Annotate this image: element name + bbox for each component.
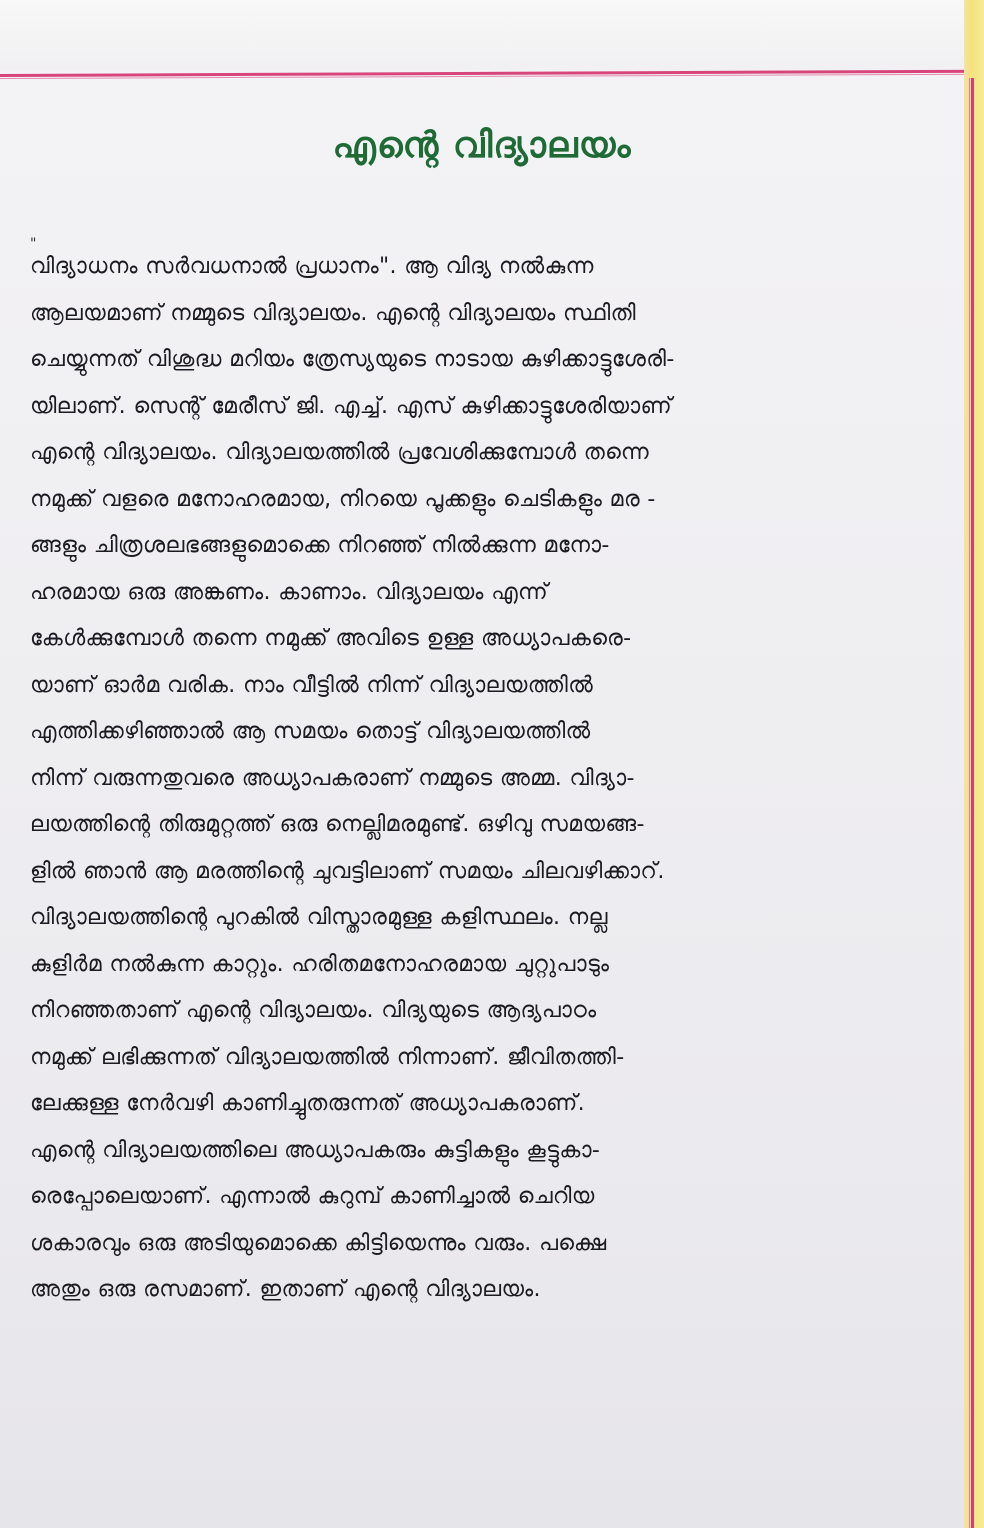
right-margin-line (971, 78, 974, 1528)
opening-quote-mark: " (30, 236, 37, 252)
right-margin-line-thin (969, 78, 970, 1528)
essay-line: നമുക്ക് ലഭിക്കുന്നത് വിദ്യാലയത്തിൽ നിന്നാണ്. ജീവിതത്തി- (30, 1044, 625, 1070)
essay-line: നമുക്ക് വളരെ മനോഹരമായ, നിറയെ പൂക്കളും ചെടികളും മര - (30, 486, 656, 512)
essay-line: വിദ്യാധനം സർവധനാൽ പ്രധാനം". ആ വിദ്യ നൽകുന്ന (30, 254, 594, 279)
essay-line: യിലാണ്. സെന്റ് മേരീസ് ജി. എച്ച്. എസ് കുഴിക്കാട്ടുശേരിയാണ് (30, 393, 673, 419)
essay-line: ശകാരവും ഒരു അടിയുമൊക്കെ കിട്ടിയെന്നും വരും. പക്ഷെ (30, 1230, 607, 1256)
essay-line: നിറഞ്ഞതാണ് എന്റെ വിദ്യാലയം. വിദ്യയുടെ ആദ്യപാഠം (30, 998, 597, 1023)
essay-line: രെപ്പോലെയാണ്. എന്നാൽ കുറുമ്പ് കാണിച്ചാൽ ചെറിയ (30, 1184, 595, 1209)
essay-line: യാണ് ഓർമ വരിക. നാം വീട്ടിൽ നിന്ന് വിദ്യാലയത്തിൽ (30, 672, 594, 698)
essay-line: ചെയ്യുന്നത് വിശുദ്ധ മറിയം ത്രേസ്യയുടെ നാടായ കുഴിക്കാട്ടുശേരി- (30, 347, 675, 372)
essay-line: ഹരമായ ഒരു അങ്കണം. കാണാം. വിദ്യാലയം എന്ന് (30, 579, 549, 605)
page-top-fold (0, 0, 984, 70)
essay-body (30, 244, 950, 1314)
essay-line: ങ്ങളും ചിത്രശലഭങ്ങളുമൊക്കെ നിറഞ്ഞ് നിൽക്കുന്ന മനോ- (30, 533, 610, 558)
essay-line: എത്തിക്കഴിഞ്ഞാൽ ആ സമയം തൊട്ട് വിദ്യാലയത്തിൽ (30, 719, 591, 744)
essay-line: ലയത്തിന്റെ തിരുമുറ്റത്ത് ഒരു നെല്ലിമരമുണ്ട്. ഒഴിവു സമയങ്ങ- (30, 812, 645, 837)
essay-line: എന്റെ വിദ്യാലയത്തിലെ അധ്യാപകരും കുട്ടികളും കൂട്ടുകാ- (30, 1137, 601, 1163)
essay-line: കുളിർമ നൽകുന്ന കാറ്റും. ഹരിതമനോഹരമായ ചുറ്റുപാടും (30, 951, 610, 977)
page-right-edge (964, 0, 984, 1528)
essay-line: വിദ്യാലയത്തിന്റെ പുറകിൽ വിസ്താരമുള്ള കളിസ്ഥലം. നല്ല (30, 905, 608, 930)
essay-line: എന്റെ വിദ്യാലയം. വിദ്യാലയത്തിൽ പ്രവേശിക്കുമ്പോൾ തന്നെ (30, 440, 650, 465)
essay-title: എന്റെ വിദ്യാലയം (332, 125, 632, 166)
essay-line: ളിൽ ഞാൻ ആ മരത്തിന്റെ ചുവട്ടിലാണ് സമയം ചിലവഴിക്കാറ്. (30, 858, 665, 884)
essay-line: അതും ഒരു രസമാണ്. ഇതാണ് എന്റെ വിദ്യാലയം. (30, 1277, 541, 1302)
essay-line: ആലയമാണ് നമ്മുടെ വിദ്യാലയം. എന്റെ വിദ്യാലയം സ്ഥിതി (30, 300, 636, 326)
essay-line: ലേക്കുള്ള നേർവഴി കാണിച്ചുതരുന്നത് അധ്യാപകരാണ്. (30, 1091, 586, 1116)
essay-line: നിന്ന് വരുന്നതുവരെ അധ്യാപകരാണ് നമ്മുടെ അമ്മ. വിദ്യാ- (30, 765, 635, 791)
essay-line: കേൾക്കുമ്പോൾ തന്നെ നമുക്ക് അവിടെ ഉള്ള അധ്യാപകരെ- (30, 626, 632, 651)
